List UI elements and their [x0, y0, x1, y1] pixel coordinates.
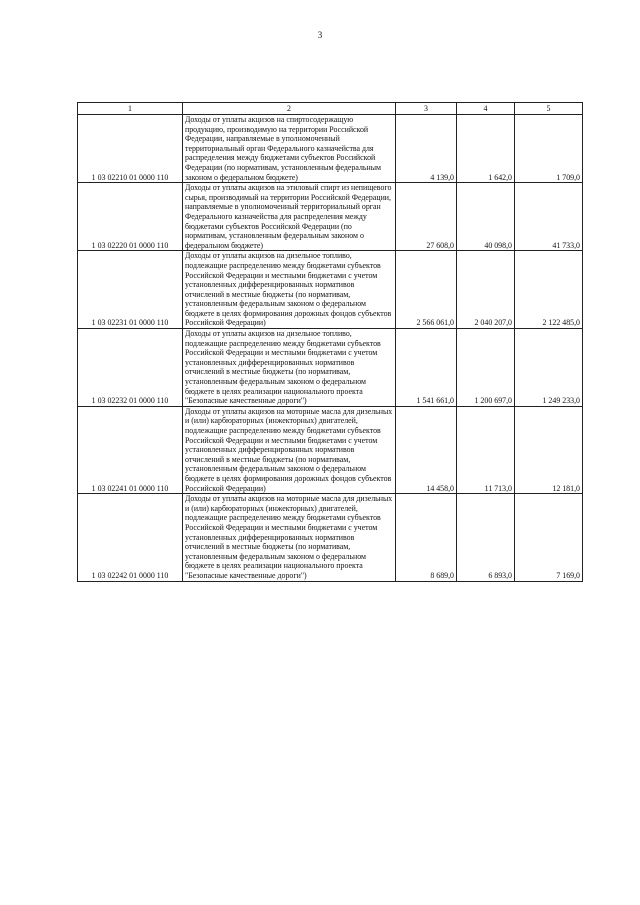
amount-col4: 1 642,0: [457, 115, 515, 183]
revenue-code: 1 03 02232 01 0000 110: [78, 329, 183, 407]
amount-col3: 8 689,0: [396, 494, 457, 581]
revenue-table: [77, 102, 583, 582]
amount-col3: 1 541 661,0: [396, 329, 457, 407]
amount-col5: 7 169,0: [515, 494, 583, 581]
table-row: [78, 251, 583, 329]
revenue-code: 1 03 02242 01 0000 110: [78, 494, 183, 581]
amount-col3: 2 566 061,0: [396, 251, 457, 329]
column-header-5: 5: [515, 103, 583, 115]
amount-col4: 1 200 697,0: [457, 329, 515, 407]
table-row: [78, 115, 583, 183]
amount-col5: 2 122 485,0: [515, 251, 583, 329]
column-header-1: 1: [78, 103, 183, 115]
amount-col4: 11 713,0: [457, 406, 515, 493]
revenue-code: 1 03 02220 01 0000 110: [78, 183, 183, 251]
amount-col3: 4 139,0: [396, 115, 457, 183]
table-row: [78, 494, 583, 581]
revenue-code: 1 03 02241 01 0000 110: [78, 406, 183, 493]
column-header-3: 3: [396, 103, 457, 115]
amount-col5: 1 709,0: [515, 115, 583, 183]
revenue-description: Доходы от уплаты акцизов на дизельное топливо, подлежащие распределению между бюджетами субъектов Российской Федерации и местными бюджетами с учетом установленных дифференцированных нормативов отчислений в местные бюджеты (по нормативам, установленным федеральным законом о федеральном бюджете в целях реализации национального проекта "Безопасные качественные дороги"): [183, 329, 396, 407]
amount-col4: 2 040 207,0: [457, 251, 515, 329]
amount-col5: 12 181,0: [515, 406, 583, 493]
amount-col5: 41 733,0: [515, 183, 583, 251]
revenue-description: Доходы от уплаты акцизов на спиртосодержащую продукцию, производимую на территории Российской Федерации, направляемые в уполномоченный территориальный орган Федерального казначейства для распределения между бюджетами субъектов Российской Федерации (по нормативам, установленным федеральным законом о федеральном бюджете): [183, 115, 396, 183]
table-row: [78, 183, 583, 251]
table-header-row: [78, 103, 583, 115]
column-header-4: 4: [457, 103, 515, 115]
table-row: [78, 406, 583, 493]
amount-col5: 1 249 233,0: [515, 329, 583, 407]
amount-col4: 6 893,0: [457, 494, 515, 581]
amount-col3: 14 458,0: [396, 406, 457, 493]
amount-col3: 27 608,0: [396, 183, 457, 251]
amount-col4: 40 098,0: [457, 183, 515, 251]
revenue-code: 1 03 02231 01 0000 110: [78, 251, 183, 329]
revenue-description: Доходы от уплаты акцизов на моторные масла для дизельных и (или) карбюраторных (инжекторных) двигателей, подлежащие распределению между бюджетами субъектов Российской Федерации и местными бюджетами с учетом установленных дифференцированных нормативов отчислений в местные бюджеты (по нормативам, установленным федеральным законом о федеральном бюджете в целях реализации национального проекта "Безопасные качественные дороги"): [183, 494, 396, 581]
revenue-code: 1 03 02210 01 0000 110: [78, 115, 183, 183]
page-number: 3: [317, 30, 323, 40]
table-row: [78, 329, 583, 407]
column-header-2: 2: [183, 103, 396, 115]
revenue-description: Доходы от уплаты акцизов на дизельное топливо, подлежащие распределению между бюджетами субъектов Российской Федерации и местными бюджетами с учетом установленных дифференцированных нормативов отчислений в местные бюджеты (по нормативам, установленным федеральным законом о федеральном бюджете в целях формирования дорожных фондов субъектов Российской Федерации): [183, 251, 396, 329]
revenue-description: Доходы от уплаты акцизов на этиловый спирт из непищевого сырья, производимый на территории Российской Федерации, направляемые в уполномоченный территориальный орган Федерального казначейства для распределения между бюджетами субъектов Российской Федерации (по нормативам, установленным федеральным законом о федеральном бюджете): [183, 183, 396, 251]
revenue-description: Доходы от уплаты акцизов на моторные масла для дизельных и (или) карбюраторных (инжекторных) двигателей, подлежащие распределению между бюджетами субъектов Российской Федерации и местными бюджетами с учетом установленных дифференцированных нормативов отчислений в местные бюджеты (по нормативам, установленным федеральным законом о федеральном бюджете в целях формирования дорожных фондов субъектов Российской Федерации): [183, 406, 396, 493]
